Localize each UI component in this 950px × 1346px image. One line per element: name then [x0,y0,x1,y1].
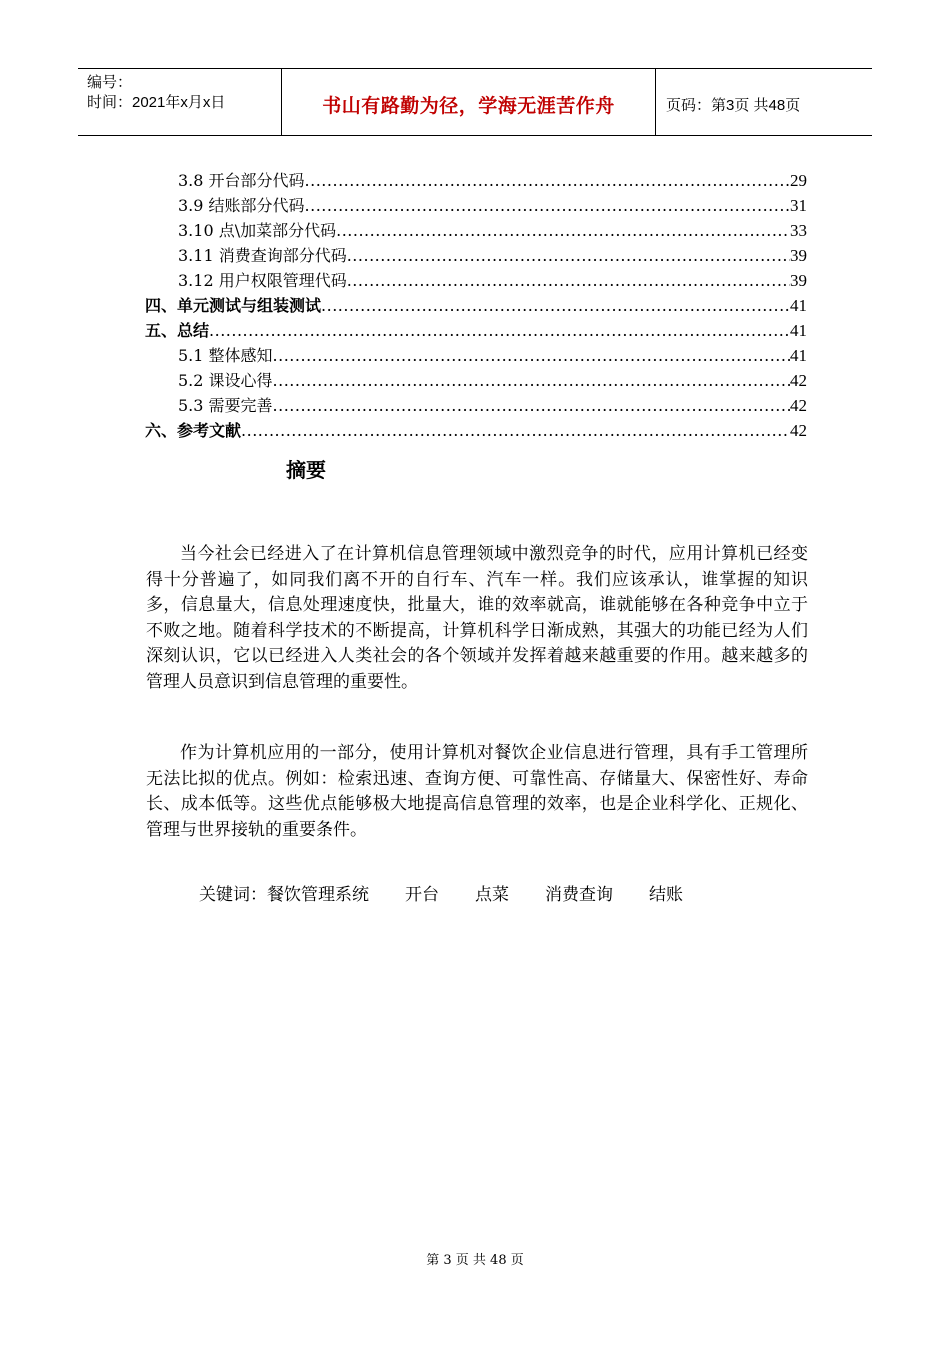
toc-entry-page: 42 [790,421,807,440]
keywords-label: 关键词： [199,885,267,905]
toc-entry[interactable] [145,168,807,193]
toc-entry-page: 39 [790,271,807,290]
toc-entry[interactable] [145,318,807,343]
toc-entry-page: 31 [790,196,807,215]
toc-dot-leader [273,368,790,393]
toc-entry[interactable] [145,268,807,293]
toc-entry[interactable] [145,368,807,393]
toc-entry-label: 3.12 用户权限管理代码 [178,271,347,290]
toc-entry-label: 3.8 开台部分代码 [178,171,305,190]
abstract-paragraph-2 [146,741,808,843]
toc-entry-label: 六、参考文献 [145,421,242,440]
keyword-item: 结账 [649,885,683,905]
keyword-item: 点菜 [475,885,509,905]
keyword-item: 餐饮管理系统 [267,885,369,905]
toc-entry-page: 29 [790,171,807,190]
toc-entry-label: 5.1 整体感知 [178,346,273,365]
toc-dot-leader [347,268,790,293]
paragraph-text: 作为计算机应用的一部分，使用计算机对餐饮企业信息进行管理，具有手工管理所无法比拟的优点。例如：检索迅速、查询方便、可靠性高、存储量大、保密性好、寿命长、成本低等。这些优点能够极大地提高信息管理的效率，也是企业科学化、正规化、管理与世界接轨的重要条件。 [146,743,808,840]
toc-entry-page: 41 [790,346,807,365]
toc-entry-label: 3.11 消费查询部分代码 [178,246,347,265]
toc-entry-label: 五、总结 [145,321,210,340]
toc-entry[interactable] [145,193,807,218]
table-of-contents [145,168,807,443]
keyword-item: 开台 [405,885,439,905]
date-label: 时间：2021年x月x日 [87,94,226,111]
toc-dot-leader [241,418,790,443]
toc-dot-leader [321,293,790,318]
toc-dot-leader [347,243,790,268]
toc-entry-label: 3.10 点\加菜部分代码 [178,221,337,240]
abstract-paragraph-1 [146,542,808,695]
toc-entry-page: 33 [790,221,807,240]
toc-entry-label: 四、单元测试与组装测试 [145,296,322,315]
toc-dot-leader [305,193,790,218]
keywords-line [199,880,683,905]
toc-entry-label: 5.3 需要完善 [178,396,273,415]
page-footer: 第 3 页 共 48 页 [426,1253,524,1268]
toc-dot-leader [209,318,790,343]
abstract-title: 摘要 [286,458,326,482]
paragraph-text: 当今社会已经进入了在计算机信息管理领域中激烈竞争的时代，应用计算机已经变得十分普遍了，如同我们离不开的自行车、汽车一样。我们应该承认，谁掌握的知识多，信息量大，信息处理速度快，批量大，谁的效率就高，谁就能够在各种竞争中立于不败之地。随着科学技术的不断提高，计算机科学日渐成熟，其强大的功能已经为人们深刻认识，它以已经进入人类社会的各个领域并发挥着越来越重要的作用。越来越多的管理人员意识到信息管理的重要性。 [146,544,808,692]
toc-entry-label: 5.2 课设心得 [178,371,273,390]
page-header [78,68,872,136]
toc-entry[interactable] [145,243,807,268]
header-motto: 书山有路勤为径，学海无涯苦作舟 [322,95,615,117]
toc-dot-leader [273,343,790,368]
toc-entry-page: 41 [790,321,807,340]
toc-entry[interactable] [145,393,807,418]
header-meta [87,73,225,113]
toc-entry[interactable] [145,293,807,318]
toc-entry[interactable] [145,343,807,368]
toc-entry-page: 39 [790,246,807,265]
keyword-item: 消费查询 [545,885,613,905]
header-divider [655,69,656,135]
toc-dot-leader [273,393,790,418]
toc-entry[interactable] [145,418,807,443]
header-page-info: 页码：第3页 共48页 [666,97,801,114]
toc-dot-leader [305,168,790,193]
toc-entry-page: 42 [790,371,807,390]
toc-entry-page: 42 [790,396,807,415]
serial-label: 编号： [87,74,133,91]
toc-entry-label: 3.9 结账部分代码 [178,196,305,215]
toc-entry[interactable] [145,218,807,243]
toc-dot-leader [336,218,790,243]
toc-entry-page: 41 [790,296,807,315]
